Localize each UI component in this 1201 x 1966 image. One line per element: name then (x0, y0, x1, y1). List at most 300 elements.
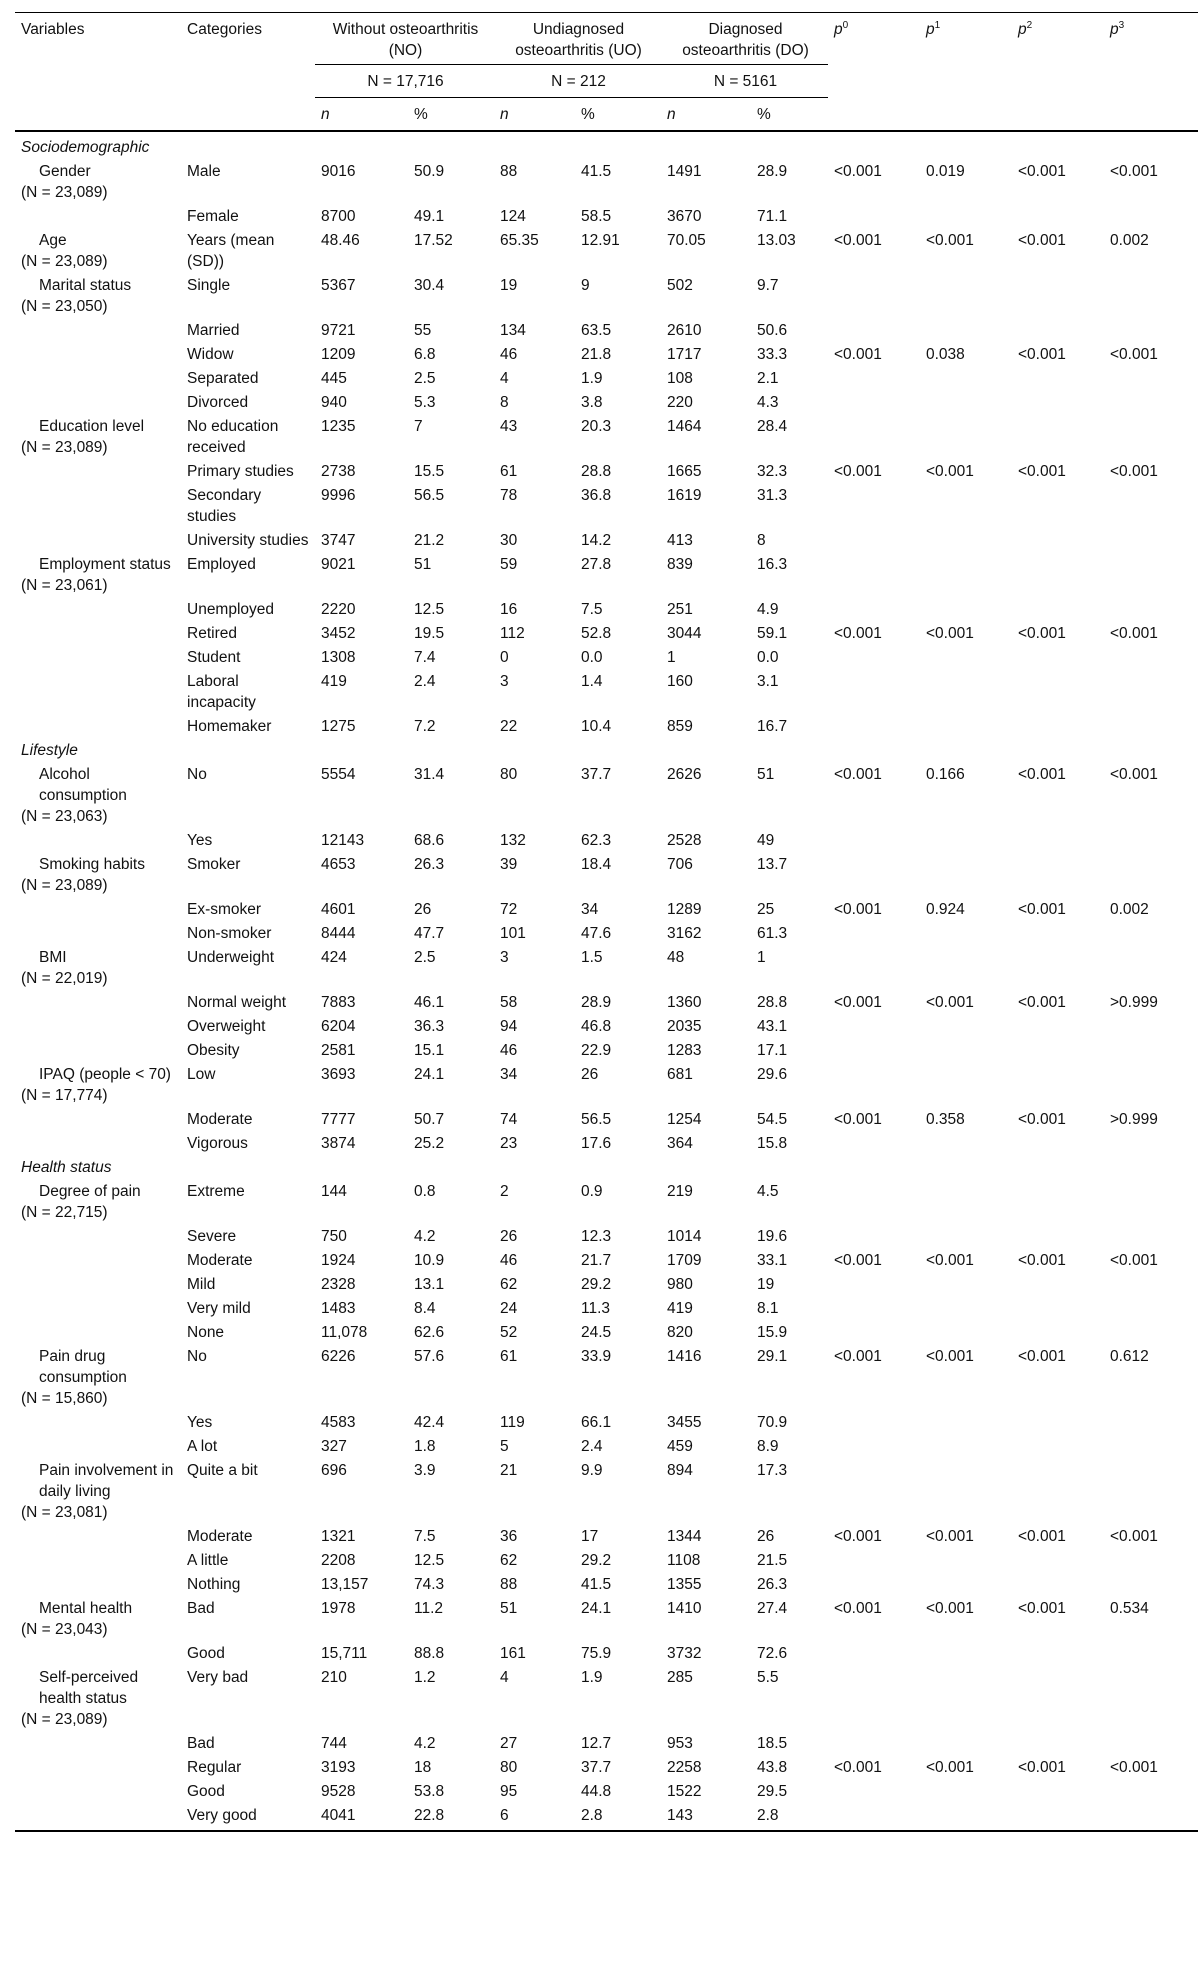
do-pct: 26.3 (757, 1576, 788, 1593)
uo-n: 24 (500, 1300, 518, 1317)
p0-value (828, 829, 920, 853)
do-n: 2610 (667, 322, 702, 339)
p1-value (920, 670, 1012, 715)
do-pct: 19 (757, 1276, 775, 1293)
table-row (15, 1549, 1198, 1573)
p3-value (1104, 1435, 1198, 1459)
variable-cell (15, 1345, 181, 1411)
variable-cell (15, 1732, 181, 1756)
table-row (15, 646, 1198, 670)
uo-pct: 37.7 (581, 766, 612, 783)
no-pct: 51 (414, 556, 432, 573)
category: Single (187, 277, 231, 294)
variable-cell (15, 646, 181, 670)
p1-value (920, 1132, 1012, 1156)
uo-n: 34 (500, 1066, 518, 1083)
p1-value (920, 1573, 1012, 1597)
do-n: 2035 (667, 1018, 702, 1035)
no-pct: 4.2 (414, 1735, 436, 1752)
p0-value (828, 205, 920, 229)
p3-value (1104, 274, 1198, 319)
do-n: 953 (667, 1735, 693, 1752)
do-pct: 4.3 (757, 394, 779, 411)
p1-value: <0.001 (926, 463, 974, 480)
p1-value: <0.001 (926, 1348, 974, 1365)
p2-value (1012, 1039, 1104, 1063)
p0-value (828, 1642, 920, 1666)
do-n: 459 (667, 1438, 693, 1455)
no-n: 2220 (321, 601, 356, 618)
table-row (15, 946, 1198, 991)
no-n: 13,157 (321, 1576, 369, 1593)
no-pct: 55 (414, 322, 432, 339)
p0-value (828, 1804, 920, 1832)
category: Employed (187, 556, 256, 573)
p0-value (828, 1573, 920, 1597)
variable-name: IPAQ (people < 70) (39, 1066, 171, 1083)
p1-value: <0.001 (926, 1252, 974, 1269)
p0-value: <0.001 (834, 1348, 882, 1365)
do-n: 70.05 (667, 232, 706, 249)
header-n: n (661, 98, 751, 132)
no-n: 3747 (321, 532, 356, 549)
category: Divorced (187, 394, 249, 411)
variable-name: Mental health (39, 1600, 133, 1617)
p3-value: 0.002 (1110, 901, 1149, 918)
uo-n: 61 (500, 1348, 518, 1365)
no-n: 6226 (321, 1348, 356, 1365)
category: A little (187, 1552, 229, 1569)
no-n: 2208 (321, 1552, 356, 1569)
variable-name: Alcohol consumption (39, 766, 127, 804)
p2-value: <0.001 (1018, 1600, 1066, 1617)
p0-value (828, 1549, 920, 1573)
no-n: 48.46 (321, 232, 360, 249)
table-row (15, 1015, 1198, 1039)
variable-name: Smoking habits (39, 856, 145, 873)
p2-value: <0.001 (1018, 1252, 1066, 1269)
no-pct: 4.2 (414, 1228, 436, 1245)
variable-cell (15, 829, 181, 853)
p2-value (1012, 922, 1104, 946)
do-n: 2626 (667, 766, 702, 783)
no-n: 3874 (321, 1135, 356, 1152)
table-row (15, 1732, 1198, 1756)
do-n: 1 (667, 649, 676, 666)
table-row (15, 529, 1198, 553)
no-pct: 7.5 (414, 1528, 436, 1545)
do-pct: 8.1 (757, 1300, 779, 1317)
p2-value (1012, 367, 1104, 391)
p3-value (1104, 646, 1198, 670)
category: Student (187, 649, 241, 666)
variable-cell (15, 1804, 181, 1832)
table-container (15, 12, 1198, 1832)
p2-value (1012, 1132, 1104, 1156)
variable-cell (15, 1015, 181, 1039)
p2-value (1012, 598, 1104, 622)
p1-value (920, 1666, 1012, 1732)
p2-value (1012, 1063, 1104, 1108)
category: Female (187, 208, 239, 225)
p3-value (1104, 367, 1198, 391)
variable-cell (15, 1249, 181, 1273)
do-n: 364 (667, 1135, 693, 1152)
p3-value (1104, 484, 1198, 529)
no-pct: 10.9 (414, 1252, 445, 1269)
p1-value: <0.001 (926, 994, 974, 1011)
p0-value (828, 484, 920, 529)
uo-pct: 44.8 (581, 1783, 612, 1800)
no-n: 4583 (321, 1414, 356, 1431)
uo-pct: 36.8 (581, 487, 612, 504)
variable-cell (15, 1642, 181, 1666)
uo-n: 101 (500, 925, 526, 942)
category: Ex-smoker (187, 901, 262, 918)
do-n: 1344 (667, 1528, 702, 1545)
p0-value: <0.001 (834, 901, 882, 918)
do-pct: 72.6 (757, 1645, 788, 1662)
variable-cell (15, 1756, 181, 1780)
table-row (15, 415, 1198, 460)
uo-pct: 56.5 (581, 1111, 612, 1128)
category: Regular (187, 1759, 242, 1776)
table-row (15, 1573, 1198, 1597)
uo-pct: 75.9 (581, 1645, 612, 1662)
no-pct: 19.5 (414, 625, 445, 642)
variable-cell (15, 274, 181, 319)
p1-value: <0.001 (926, 1528, 974, 1545)
do-n: 1410 (667, 1600, 702, 1617)
p0-value: <0.001 (834, 625, 882, 642)
category: Underweight (187, 949, 275, 966)
p1-value (920, 415, 1012, 460)
variable-cell (15, 343, 181, 367)
header-pct: % (751, 98, 828, 132)
table-row (15, 1345, 1198, 1411)
no-pct: 31.4 (414, 766, 445, 783)
variable-sample-size: (N = 22,715) (21, 1204, 108, 1221)
uo-pct: 1.5 (581, 949, 603, 966)
header-p0: $p^0$ (828, 13, 920, 65)
p3-value (1104, 715, 1198, 739)
do-n: 859 (667, 718, 693, 735)
uo-pct: 28.9 (581, 994, 612, 1011)
p3-value (1104, 598, 1198, 622)
category: Low (187, 1066, 216, 1083)
no-pct: 11.2 (414, 1600, 444, 1617)
p3-value (1104, 1732, 1198, 1756)
uo-n: 3 (500, 673, 509, 690)
no-pct: 8.4 (414, 1300, 436, 1317)
variable-cell (15, 415, 181, 460)
do-pct: 16.3 (757, 556, 788, 573)
p2-value (1012, 391, 1104, 415)
p1-value: 0.038 (926, 346, 965, 363)
do-n: 1491 (667, 163, 702, 180)
do-n: 1355 (667, 1576, 702, 1593)
uo-pct: 0.9 (581, 1183, 603, 1200)
p0-value: <0.001 (834, 463, 882, 480)
p3-value (1104, 391, 1198, 415)
do-pct: 4.5 (757, 1183, 779, 1200)
p0-value (828, 946, 920, 991)
uo-pct: 24.5 (581, 1324, 612, 1341)
p2-value (1012, 1642, 1104, 1666)
do-n: 3044 (667, 625, 702, 642)
p1-value (920, 553, 1012, 598)
p0-value: <0.001 (834, 163, 882, 180)
no-pct: 2.4 (414, 673, 436, 690)
uo-n: 52 (500, 1324, 518, 1341)
no-pct: 62.6 (414, 1324, 445, 1341)
do-n: 1416 (667, 1348, 702, 1365)
variable-cell (15, 1666, 181, 1732)
variable-cell (15, 1549, 181, 1573)
no-n: 1321 (321, 1528, 356, 1545)
uo-n: 61 (500, 463, 518, 480)
category: Years (mean (SD)) (187, 232, 275, 270)
p0-value: <0.001 (834, 1528, 882, 1545)
do-n: 160 (667, 673, 693, 690)
p2-value (1012, 1666, 1104, 1732)
p2-value (1012, 1273, 1104, 1297)
p3-value (1104, 1459, 1198, 1525)
header-p3: $p^3$ (1104, 13, 1198, 65)
category: Nothing (187, 1576, 241, 1593)
category: Obesity (187, 1042, 240, 1059)
p0-value (828, 1039, 920, 1063)
table-row (15, 1063, 1198, 1108)
no-pct: 7 (414, 418, 423, 435)
p0-value: <0.001 (834, 1252, 882, 1269)
p2-value (1012, 1780, 1104, 1804)
variable-name: Employment status (39, 556, 171, 573)
p0-value (828, 1666, 920, 1732)
uo-pct: 47.6 (581, 925, 612, 942)
uo-n: 43 (500, 418, 518, 435)
uo-pct: 63.5 (581, 322, 612, 339)
p1-value (920, 1297, 1012, 1321)
do-n: 1289 (667, 901, 702, 918)
uo-pct: 3.8 (581, 394, 603, 411)
p0-value (828, 274, 920, 319)
p1-value: 0.924 (926, 901, 965, 918)
p1-value: <0.001 (926, 1759, 974, 1776)
p2-value (1012, 553, 1104, 598)
p0-value (828, 529, 920, 553)
p2-value: <0.001 (1018, 1528, 1066, 1545)
do-n: 1254 (667, 1111, 702, 1128)
p0-value (828, 1297, 920, 1321)
p2-value (1012, 946, 1104, 991)
p3-value (1104, 1063, 1198, 1108)
header-group-do: Diagnosed osteoarthritis (DO) (661, 13, 828, 65)
table-row (15, 598, 1198, 622)
do-n: 2528 (667, 832, 702, 849)
uo-pct: 26 (581, 1066, 599, 1083)
p3-value (1104, 922, 1198, 946)
do-n: 1464 (667, 418, 702, 435)
uo-n: 119 (500, 1414, 525, 1431)
table-row (15, 1435, 1198, 1459)
no-pct: 2.5 (414, 949, 436, 966)
variable-sample-size: (N = 23,081) (21, 1504, 108, 1521)
no-n: 9528 (321, 1783, 356, 1800)
variable-cell (15, 1225, 181, 1249)
no-n: 1235 (321, 418, 356, 435)
do-pct: 70.9 (757, 1414, 788, 1431)
do-pct: 2.1 (757, 370, 779, 387)
p3-value (1104, 946, 1198, 991)
category: None (187, 1324, 225, 1341)
do-pct: 28.4 (757, 418, 788, 435)
header-p1: $p^1$ (920, 13, 1012, 65)
uo-n: 94 (500, 1018, 518, 1035)
p1-value (920, 1411, 1012, 1435)
p2-value (1012, 715, 1104, 739)
do-n: 48 (667, 949, 685, 966)
uo-n: 6 (494, 1804, 575, 1832)
variable-cell (15, 460, 181, 484)
header-n-uo: N = 212 (494, 65, 661, 98)
p3-value (1104, 553, 1198, 598)
uo-n: 132 (500, 832, 526, 849)
category: Normal weight (187, 994, 287, 1011)
no-pct: 12.5 (414, 1552, 445, 1569)
p3-value (1104, 829, 1198, 853)
do-n: 502 (667, 277, 693, 294)
variable-cell (15, 229, 181, 274)
p1-value (920, 484, 1012, 529)
variable-cell (15, 670, 181, 715)
uo-pct: 11.3 (581, 1300, 611, 1317)
table-row (15, 1804, 1198, 1832)
do-pct: 28.9 (757, 163, 788, 180)
no-n: 3693 (321, 1066, 356, 1083)
category: No (187, 1348, 207, 1365)
table-row (15, 991, 1198, 1015)
p1-value (920, 319, 1012, 343)
do-pct: 29.1 (757, 1348, 788, 1365)
do-n: 413 (667, 532, 693, 549)
header-n-do: N = 5161 (661, 65, 828, 98)
p3-value (1104, 1666, 1198, 1732)
category: Very mild (187, 1300, 251, 1317)
p2-value: <0.001 (1018, 901, 1066, 918)
variable-cell (15, 1039, 181, 1063)
no-n: 8444 (321, 925, 356, 942)
table-row (15, 622, 1198, 646)
do-pct: 33.1 (757, 1252, 788, 1269)
uo-n: 78 (500, 487, 518, 504)
p1-value (920, 274, 1012, 319)
p2-value (1012, 1549, 1104, 1573)
do-pct: 13.7 (757, 856, 788, 873)
variable-sample-size: (N = 15,860) (21, 1390, 108, 1407)
variable-cell (15, 1411, 181, 1435)
variable-cell (15, 1573, 181, 1597)
uo-pct: 17.6 (581, 1135, 612, 1152)
p2-value (1012, 484, 1104, 529)
no-pct: 7.2 (414, 718, 436, 735)
category: Very good (181, 1804, 315, 1832)
p1-value (920, 1225, 1012, 1249)
no-n: 9021 (321, 556, 356, 573)
header-row-sample-sizes (15, 65, 1198, 98)
section-heading (15, 1156, 1198, 1180)
no-pct: 47.7 (414, 925, 445, 942)
p3-value (1104, 853, 1198, 898)
do-pct: 43.1 (757, 1018, 788, 1035)
do-pct: 19.6 (757, 1228, 788, 1245)
header-n-no: N = 17,716 (315, 65, 494, 98)
uo-pct: 1.9 (581, 1669, 603, 1686)
uo-n: 95 (500, 1783, 518, 1800)
uo-n: 8 (500, 394, 509, 411)
do-n: 419 (667, 1300, 693, 1317)
p2-value (1012, 319, 1104, 343)
p2-value (1012, 646, 1104, 670)
uo-pct: 37.7 (581, 1759, 612, 1776)
p3-value (1104, 1411, 1198, 1435)
uo-pct: 27.8 (581, 556, 612, 573)
table-row (15, 1180, 1198, 1225)
category: Bad (187, 1600, 215, 1617)
category: Bad (187, 1735, 215, 1752)
no-pct: 30.4 (414, 277, 445, 294)
p0-value: <0.001 (834, 1600, 882, 1617)
p2-value (1012, 1180, 1104, 1225)
header-row-n-pct (15, 98, 1198, 132)
variable-sample-size: (N = 23,063) (21, 808, 108, 825)
p3-value (1104, 1180, 1198, 1225)
uo-pct: 12.3 (581, 1228, 612, 1245)
p0-value: <0.001 (834, 766, 882, 783)
uo-pct: 28.8 (581, 463, 612, 480)
uo-n: 0 (500, 649, 509, 666)
p0-value (828, 1411, 920, 1435)
p3-value (1104, 1780, 1198, 1804)
do-pct: 26 (757, 1528, 775, 1545)
p1-value (920, 1549, 1012, 1573)
table-row (15, 343, 1198, 367)
uo-pct: 12.91 (581, 232, 620, 249)
variable-cell (15, 484, 181, 529)
variable-name: Marital status (39, 277, 132, 294)
p1-value (920, 1435, 1012, 1459)
do-n: 820 (667, 1324, 693, 1341)
do-n: 681 (667, 1066, 693, 1083)
uo-pct: 29.2 (581, 1552, 612, 1569)
do-pct: 1 (757, 949, 766, 966)
no-n: 2328 (321, 1276, 356, 1293)
category: Separated (187, 370, 259, 387)
uo-n: 88 (500, 163, 518, 180)
uo-pct: 14.2 (581, 532, 612, 549)
uo-pct: 24.1 (581, 1600, 612, 1617)
variable-sample-size: (N = 17,774) (21, 1087, 108, 1104)
table-row (15, 319, 1198, 343)
uo-pct: 1.9 (581, 370, 603, 387)
p0-value (828, 1435, 920, 1459)
section-heading (15, 739, 1198, 763)
variable-cell (15, 898, 181, 922)
category: No education received (187, 418, 279, 456)
no-n: 9996 (321, 487, 356, 504)
category: Homemaker (187, 718, 272, 735)
p0-value (828, 922, 920, 946)
